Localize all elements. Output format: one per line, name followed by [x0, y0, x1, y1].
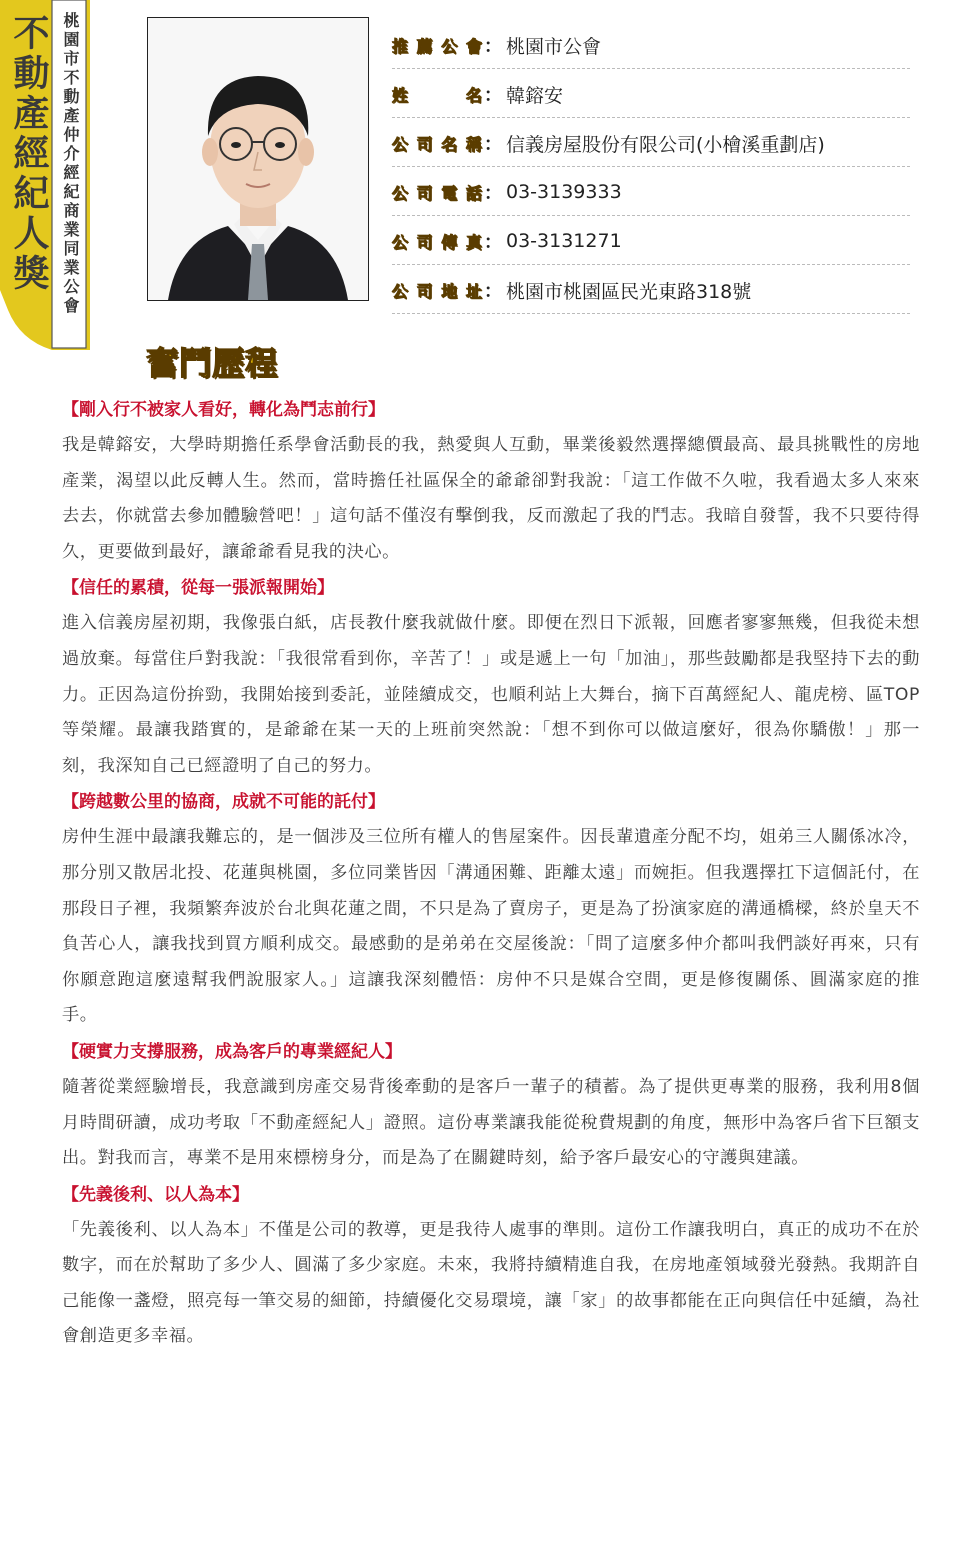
info-row-company [392, 120, 910, 167]
section-body: 進入信義房屋初期，我像張白紙，店長教什麼我就做什麼。即便在烈日下派報，回應者寥寥無幾，但我從未想過放棄。每當住戶對我說：「我很常看到你，辛苦了！」或是遞上一句「加油」，那些鼓勵都是我堅持下去的動力。正因為這份拚勁，我開始接到委託，並陸續成交，也順利站上大舞台，摘下百萬經紀人、龍虎榜、區TOP等榮耀。最讓我踏實的，是爺爺在某一天的上班前突然說：「想不到你可以做這麼好，很為你驕傲！」那一刻，我深知自己已經證明了自己的努力。 [62, 613, 920, 776]
info-value: 桃園市桃園區民光東路318號 [506, 280, 752, 303]
person-portrait-icon [148, 18, 368, 300]
info-row-address [392, 267, 910, 314]
info-label: 公司電話 [392, 183, 482, 203]
info-value: 信義房屋股份有限公司(小檜溪重劃店) [506, 133, 825, 156]
info-label: 公司傳真 [392, 232, 482, 252]
profile-info [392, 22, 910, 316]
award-title: 不動產經紀人獎 [8, 14, 49, 294]
section-title: 【剛入行不被家人看好，轉化為鬥志前行】 [62, 400, 385, 420]
section-body: 我是韓鎔安，大學時期擔任系學會活動長的我，熱愛與人互動，畢業後毅然選擇總價最高、最具挑戰性的房地產業，渴望以此反轉人生。然而，當時擔任社區保全的爺爺卻對我說：「這工作做不久啦，我看過太多人來來去去，你就當去參加體驗營吧！」這句話不僅沒有擊倒我，反而激起了我的鬥志。我暗自發誓，我不只要待得久，更要做到最好，讓爺爺看見我的決心。 [62, 435, 920, 562]
story-content [62, 392, 920, 1355]
section-title: 【跨越數公里的協商，成就不可能的託付】 [62, 792, 385, 813]
info-colon: ： [484, 281, 502, 302]
info-label: 姓 名 [392, 85, 482, 105]
info-colon: ： [484, 85, 502, 106]
section-title: 【信任的累積，從每一張派報開始】 [62, 578, 334, 599]
info-row-association [392, 22, 910, 69]
section-body: 隨著從業經驗增長，我意識到房產交易背後牽動的是客戶一輩子的積蓄。為了提供更專業的服務，我利用8個月時間研讀，成功考取「不動產經紀人」證照。這份專業讓我能從稅費規劃的角度，無形中為客戶省下巨額支出。對我而言，專業不是用來標榜身分，而是為了在關鍵時刻，給予客戶最安心的守護與建議。 [62, 1076, 920, 1169]
info-label: 推薦公會 [392, 36, 482, 56]
info-value: 03-3131271 [506, 230, 622, 252]
section-title: 【先義後利、以人為本】 [62, 1184, 249, 1205]
section-title: 【硬實力支撐服務，成為客戶的專業經紀人】 [62, 1041, 402, 1062]
award-ribbon [0, 0, 90, 350]
info-colon: ： [484, 134, 502, 155]
organization-name: 桃園市不動產仲介經紀商業同業公會 [61, 12, 80, 316]
info-row-name [392, 71, 910, 118]
info-value: 桃園市公會 [506, 35, 602, 58]
portrait-photo [147, 17, 369, 301]
info-colon: ： [484, 183, 502, 204]
info-row-phone [392, 169, 910, 216]
info-value: 03-3139333 [506, 181, 622, 203]
info-label: 公司地址 [392, 281, 482, 301]
section-heading: 奮鬥歷程 [146, 344, 279, 382]
info-row-fax [392, 218, 910, 265]
info-label: 公司名稱 [392, 134, 482, 154]
info-colon: ： [484, 36, 502, 57]
section-body: 房仲生涯中最讓我難忘的，是一個涉及三位所有權人的售屋案件。因長輩遺產分配不均，姐弟三人關係冰冷，那分別又散居北投、花蓮與桃園，多位同業皆因「溝通困難、距離太遠」而婉拒。但我選擇扛下這個託付，在那段日子裡，我頻繁奔波於台北與花蓮之間，不只是為了賣房子，更是為了扮演家庭的溝通橋樑，終於皇天不負苦心人，讓我找到買方順利成交。最感動的是弟弟在交屋後說：「問了這麼多仲介都叫我們談好再來，只有你願意跑這麼遠幫我們說服家人。」這讓我深刻體悟：房仲不只是媒合空間，更是修復關係、圓滿家庭的推手。 [62, 827, 920, 1026]
info-colon: ： [484, 232, 502, 253]
section-body: 「先義後利、以人為本」不僅是公司的教導，更是我待人處事的準則。這份工作讓我明白，真正的成功不在於數字，而在於幫助了多少人、圓滿了多少家庭。未來，我將持續精進自我，在房地產領域發光發熱。我期許自己能像一盞燈，照亮每一筆交易的細節，持續優化交易環境，讓「家」的故事都能在正向與信任中延續，為社會創造更多幸福。 [62, 1219, 920, 1347]
info-value: 韓鎔安 [506, 84, 564, 107]
